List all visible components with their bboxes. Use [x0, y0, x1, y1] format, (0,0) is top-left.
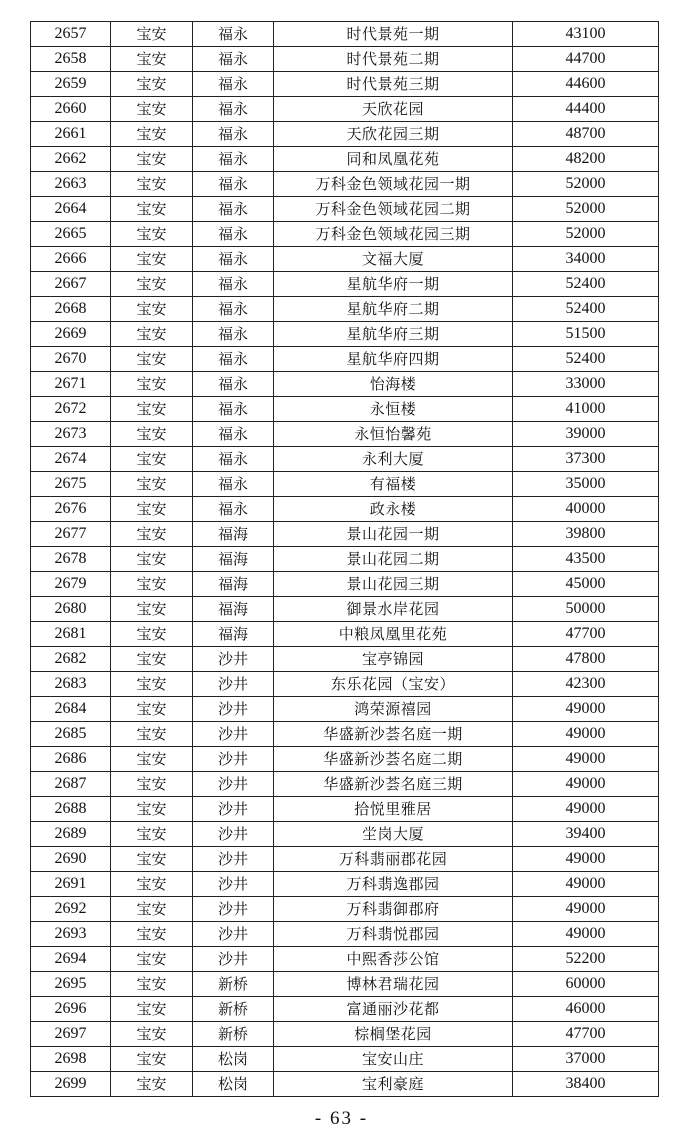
table-row	[31, 297, 659, 322]
district-cell: 宝安	[111, 997, 193, 1022]
district-cell: 宝安	[111, 197, 193, 222]
price-table-body	[31, 22, 659, 1097]
table-row	[31, 172, 659, 197]
subdistrict-cell: 福永	[193, 347, 274, 372]
table-row	[31, 772, 659, 797]
community-name-cell: 永恒楼	[274, 397, 513, 422]
community-name-cell: 万科金色领域花园一期	[274, 172, 513, 197]
price-cell: 34000	[513, 247, 659, 272]
community-name-cell: 鸿荣源禧园	[274, 697, 513, 722]
community-name-cell: 棕榈堡花园	[274, 1022, 513, 1047]
community-name-cell: 时代景苑三期	[274, 72, 513, 97]
community-name-cell: 永恒怡馨苑	[274, 422, 513, 447]
community-name-cell: 中粮凤凰里花苑	[274, 622, 513, 647]
community-name-cell: 星航华府二期	[274, 297, 513, 322]
district-cell: 宝安	[111, 897, 193, 922]
row-id-cell: 2677	[31, 522, 111, 547]
subdistrict-cell: 福永	[193, 322, 274, 347]
district-cell: 宝安	[111, 447, 193, 472]
district-cell: 宝安	[111, 347, 193, 372]
community-name-cell: 万科金色领域花园三期	[274, 222, 513, 247]
community-name-cell: 文福大厦	[274, 247, 513, 272]
row-id-cell: 2699	[31, 1072, 111, 1097]
community-name-cell: 星航华府四期	[274, 347, 513, 372]
subdistrict-cell: 福永	[193, 22, 274, 47]
community-name-cell: 景山花园一期	[274, 522, 513, 547]
price-cell: 49000	[513, 872, 659, 897]
subdistrict-cell: 福永	[193, 222, 274, 247]
subdistrict-cell: 福海	[193, 622, 274, 647]
row-id-cell: 2694	[31, 947, 111, 972]
price-cell: 44400	[513, 97, 659, 122]
subdistrict-cell: 沙井	[193, 847, 274, 872]
subdistrict-cell: 松岗	[193, 1072, 274, 1097]
row-id-cell: 2693	[31, 922, 111, 947]
row-id-cell: 2665	[31, 222, 111, 247]
subdistrict-cell: 沙井	[193, 772, 274, 797]
community-name-cell: 天欣花园三期	[274, 122, 513, 147]
price-cell: 43100	[513, 22, 659, 47]
community-name-cell: 天欣花园	[274, 97, 513, 122]
community-name-cell: 星航华府三期	[274, 322, 513, 347]
community-name-cell: 御景水岸花园	[274, 597, 513, 622]
table-row	[31, 447, 659, 472]
row-id-cell: 2676	[31, 497, 111, 522]
subdistrict-cell: 沙井	[193, 672, 274, 697]
price-cell: 43500	[513, 547, 659, 572]
price-cell: 52400	[513, 272, 659, 297]
table-row	[31, 22, 659, 47]
community-name-cell: 政永楼	[274, 497, 513, 522]
price-cell: 41000	[513, 397, 659, 422]
community-name-cell: 拾悦里雅居	[274, 797, 513, 822]
table-row	[31, 697, 659, 722]
price-cell: 47800	[513, 647, 659, 672]
table-row	[31, 472, 659, 497]
row-id-cell: 2658	[31, 47, 111, 72]
row-id-cell: 2671	[31, 372, 111, 397]
district-cell: 宝安	[111, 372, 193, 397]
row-id-cell: 2661	[31, 122, 111, 147]
price-cell: 49000	[513, 747, 659, 772]
price-cell: 44700	[513, 47, 659, 72]
district-cell: 宝安	[111, 297, 193, 322]
subdistrict-cell: 福永	[193, 272, 274, 297]
district-cell: 宝安	[111, 322, 193, 347]
district-cell: 宝安	[111, 797, 193, 822]
subdistrict-cell: 沙井	[193, 947, 274, 972]
price-cell: 50000	[513, 597, 659, 622]
district-cell: 宝安	[111, 72, 193, 97]
district-cell: 宝安	[111, 872, 193, 897]
community-name-cell: 中熙香莎公馆	[274, 947, 513, 972]
row-id-cell: 2675	[31, 472, 111, 497]
row-id-cell: 2696	[31, 997, 111, 1022]
price-cell: 33000	[513, 372, 659, 397]
district-cell: 宝安	[111, 972, 193, 997]
row-id-cell: 2657	[31, 22, 111, 47]
district-cell: 宝安	[111, 572, 193, 597]
price-cell: 39000	[513, 422, 659, 447]
row-id-cell: 2662	[31, 147, 111, 172]
row-id-cell: 2685	[31, 722, 111, 747]
price-cell: 39400	[513, 822, 659, 847]
subdistrict-cell: 沙井	[193, 872, 274, 897]
table-row	[31, 597, 659, 622]
table-row	[31, 122, 659, 147]
community-name-cell: 景山花园三期	[274, 572, 513, 597]
subdistrict-cell: 沙井	[193, 747, 274, 772]
community-name-cell: 万科金色领域花园二期	[274, 197, 513, 222]
table-row	[31, 272, 659, 297]
subdistrict-cell: 福永	[193, 397, 274, 422]
subdistrict-cell: 福永	[193, 197, 274, 222]
price-cell: 60000	[513, 972, 659, 997]
row-id-cell: 2668	[31, 297, 111, 322]
price-cell: 49000	[513, 847, 659, 872]
district-cell: 宝安	[111, 622, 193, 647]
community-name-cell: 星航华府一期	[274, 272, 513, 297]
row-id-cell: 2680	[31, 597, 111, 622]
row-id-cell: 2689	[31, 822, 111, 847]
price-cell: 37300	[513, 447, 659, 472]
district-cell: 宝安	[111, 547, 193, 572]
price-cell: 46000	[513, 997, 659, 1022]
row-id-cell: 2667	[31, 272, 111, 297]
price-cell: 52000	[513, 222, 659, 247]
table-row	[31, 522, 659, 547]
district-cell: 宝安	[111, 1047, 193, 1072]
price-cell: 40000	[513, 497, 659, 522]
subdistrict-cell: 沙井	[193, 697, 274, 722]
subdistrict-cell: 福永	[193, 422, 274, 447]
price-cell: 44600	[513, 72, 659, 97]
community-name-cell: 景山花园二期	[274, 547, 513, 572]
community-name-cell: 万科翡悦郡园	[274, 922, 513, 947]
community-name-cell: 东乐花园（宝安）	[274, 672, 513, 697]
subdistrict-cell: 新桥	[193, 1022, 274, 1047]
table-row	[31, 797, 659, 822]
district-cell: 宝安	[111, 172, 193, 197]
row-id-cell: 2698	[31, 1047, 111, 1072]
table-row	[31, 1022, 659, 1047]
district-cell: 宝安	[111, 1072, 193, 1097]
district-cell: 宝安	[111, 922, 193, 947]
row-id-cell: 2670	[31, 347, 111, 372]
district-cell: 宝安	[111, 97, 193, 122]
price-cell: 42300	[513, 672, 659, 697]
table-row	[31, 422, 659, 447]
subdistrict-cell: 福海	[193, 597, 274, 622]
community-name-cell: 宝亭锦园	[274, 647, 513, 672]
subdistrict-cell: 福永	[193, 97, 274, 122]
district-cell: 宝安	[111, 497, 193, 522]
subdistrict-cell: 福永	[193, 372, 274, 397]
community-name-cell: 华盛新沙荟名庭二期	[274, 747, 513, 772]
price-cell: 51500	[513, 322, 659, 347]
table-row	[31, 947, 659, 972]
row-id-cell: 2691	[31, 872, 111, 897]
community-name-cell: 万科翡丽郡花园	[274, 847, 513, 872]
subdistrict-cell: 福永	[193, 247, 274, 272]
row-id-cell: 2672	[31, 397, 111, 422]
district-cell: 宝安	[111, 147, 193, 172]
subdistrict-cell: 福永	[193, 447, 274, 472]
table-row	[31, 222, 659, 247]
price-cell: 47700	[513, 1022, 659, 1047]
subdistrict-cell: 沙井	[193, 647, 274, 672]
community-name-cell: 同和凤凰花苑	[274, 147, 513, 172]
subdistrict-cell: 新桥	[193, 997, 274, 1022]
subdistrict-cell: 福永	[193, 147, 274, 172]
table-row	[31, 347, 659, 372]
table-row	[31, 847, 659, 872]
subdistrict-cell: 沙井	[193, 922, 274, 947]
district-cell: 宝安	[111, 672, 193, 697]
district-cell: 宝安	[111, 422, 193, 447]
subdistrict-cell: 沙井	[193, 722, 274, 747]
row-id-cell: 2688	[31, 797, 111, 822]
district-cell: 宝安	[111, 47, 193, 72]
table-row	[31, 972, 659, 997]
community-name-cell: 万科翡逸郡园	[274, 872, 513, 897]
table-row	[31, 922, 659, 947]
community-name-cell: 时代景苑二期	[274, 47, 513, 72]
row-id-cell: 2673	[31, 422, 111, 447]
subdistrict-cell: 松岗	[193, 1047, 274, 1072]
table-row	[31, 1047, 659, 1072]
community-name-cell: 宝安山庄	[274, 1047, 513, 1072]
price-cell: 49000	[513, 722, 659, 747]
community-name-cell: 华盛新沙荟名庭一期	[274, 722, 513, 747]
district-cell: 宝安	[111, 772, 193, 797]
table-row	[31, 397, 659, 422]
district-cell: 宝安	[111, 697, 193, 722]
subdistrict-cell: 沙井	[193, 822, 274, 847]
price-cell: 49000	[513, 697, 659, 722]
price-table	[30, 21, 659, 1097]
row-id-cell: 2674	[31, 447, 111, 472]
price-cell: 38400	[513, 1072, 659, 1097]
price-cell: 49000	[513, 772, 659, 797]
district-cell: 宝安	[111, 747, 193, 772]
row-id-cell: 2669	[31, 322, 111, 347]
row-id-cell: 2695	[31, 972, 111, 997]
community-name-cell: 永利大厦	[274, 447, 513, 472]
table-row	[31, 1072, 659, 1097]
table-row	[31, 147, 659, 172]
district-cell: 宝安	[111, 722, 193, 747]
table-row	[31, 672, 659, 697]
subdistrict-cell: 沙井	[193, 797, 274, 822]
price-cell: 52200	[513, 947, 659, 972]
table-row	[31, 747, 659, 772]
table-row	[31, 722, 659, 747]
table-row	[31, 872, 659, 897]
table-row	[31, 497, 659, 522]
subdistrict-cell: 福永	[193, 472, 274, 497]
price-cell: 47700	[513, 622, 659, 647]
community-name-cell: 坣岗大厦	[274, 822, 513, 847]
community-name-cell: 华盛新沙荟名庭三期	[274, 772, 513, 797]
community-name-cell: 怡海楼	[274, 372, 513, 397]
page-number: - 63 -	[314, 1108, 369, 1129]
row-id-cell: 2690	[31, 847, 111, 872]
price-cell: 48700	[513, 122, 659, 147]
community-name-cell: 博林君瑞花园	[274, 972, 513, 997]
table-row	[31, 997, 659, 1022]
district-cell: 宝安	[111, 397, 193, 422]
district-cell: 宝安	[111, 1022, 193, 1047]
district-cell: 宝安	[111, 522, 193, 547]
district-cell: 宝安	[111, 247, 193, 272]
district-cell: 宝安	[111, 597, 193, 622]
district-cell: 宝安	[111, 647, 193, 672]
row-id-cell: 2684	[31, 697, 111, 722]
table-row	[31, 547, 659, 572]
table-row	[31, 647, 659, 672]
price-cell: 48200	[513, 147, 659, 172]
district-cell: 宝安	[111, 847, 193, 872]
subdistrict-cell: 福海	[193, 547, 274, 572]
community-name-cell: 有福楼	[274, 472, 513, 497]
district-cell: 宝安	[111, 822, 193, 847]
subdistrict-cell: 福永	[193, 47, 274, 72]
price-cell: 52400	[513, 297, 659, 322]
row-id-cell: 2687	[31, 772, 111, 797]
row-id-cell: 2686	[31, 747, 111, 772]
row-id-cell: 2683	[31, 672, 111, 697]
price-cell: 52400	[513, 347, 659, 372]
subdistrict-cell: 福海	[193, 522, 274, 547]
community-name-cell: 时代景苑一期	[274, 22, 513, 47]
price-table-container	[30, 21, 658, 1097]
table-row	[31, 322, 659, 347]
subdistrict-cell: 福永	[193, 497, 274, 522]
table-row	[31, 622, 659, 647]
price-cell: 45000	[513, 572, 659, 597]
row-id-cell: 2678	[31, 547, 111, 572]
subdistrict-cell: 福永	[193, 172, 274, 197]
row-id-cell: 2660	[31, 97, 111, 122]
table-row	[31, 372, 659, 397]
subdistrict-cell: 福永	[193, 297, 274, 322]
price-cell: 49000	[513, 897, 659, 922]
price-cell: 35000	[513, 472, 659, 497]
district-cell: 宝安	[111, 472, 193, 497]
community-name-cell: 万科翡御郡府	[274, 897, 513, 922]
district-cell: 宝安	[111, 947, 193, 972]
community-name-cell: 富通丽沙花都	[274, 997, 513, 1022]
district-cell: 宝安	[111, 22, 193, 47]
subdistrict-cell: 福永	[193, 72, 274, 97]
price-cell: 37000	[513, 1047, 659, 1072]
community-name-cell: 宝利豪庭	[274, 1072, 513, 1097]
subdistrict-cell: 福永	[193, 122, 274, 147]
row-id-cell: 2692	[31, 897, 111, 922]
price-cell: 52000	[513, 197, 659, 222]
subdistrict-cell: 福海	[193, 572, 274, 597]
table-row	[31, 897, 659, 922]
row-id-cell: 2664	[31, 197, 111, 222]
price-cell: 52000	[513, 172, 659, 197]
table-row	[31, 47, 659, 72]
table-row	[31, 247, 659, 272]
table-row	[31, 822, 659, 847]
table-row	[31, 72, 659, 97]
price-cell: 49000	[513, 922, 659, 947]
row-id-cell: 2666	[31, 247, 111, 272]
subdistrict-cell: 沙井	[193, 897, 274, 922]
price-cell: 39800	[513, 522, 659, 547]
subdistrict-cell: 新桥	[193, 972, 274, 997]
row-id-cell: 2697	[31, 1022, 111, 1047]
table-row	[31, 197, 659, 222]
row-id-cell: 2659	[31, 72, 111, 97]
row-id-cell: 2679	[31, 572, 111, 597]
row-id-cell: 2663	[31, 172, 111, 197]
district-cell: 宝安	[111, 222, 193, 247]
price-cell: 49000	[513, 797, 659, 822]
table-row	[31, 97, 659, 122]
district-cell: 宝安	[111, 122, 193, 147]
row-id-cell: 2681	[31, 622, 111, 647]
table-row	[31, 572, 659, 597]
row-id-cell: 2682	[31, 647, 111, 672]
district-cell: 宝安	[111, 272, 193, 297]
